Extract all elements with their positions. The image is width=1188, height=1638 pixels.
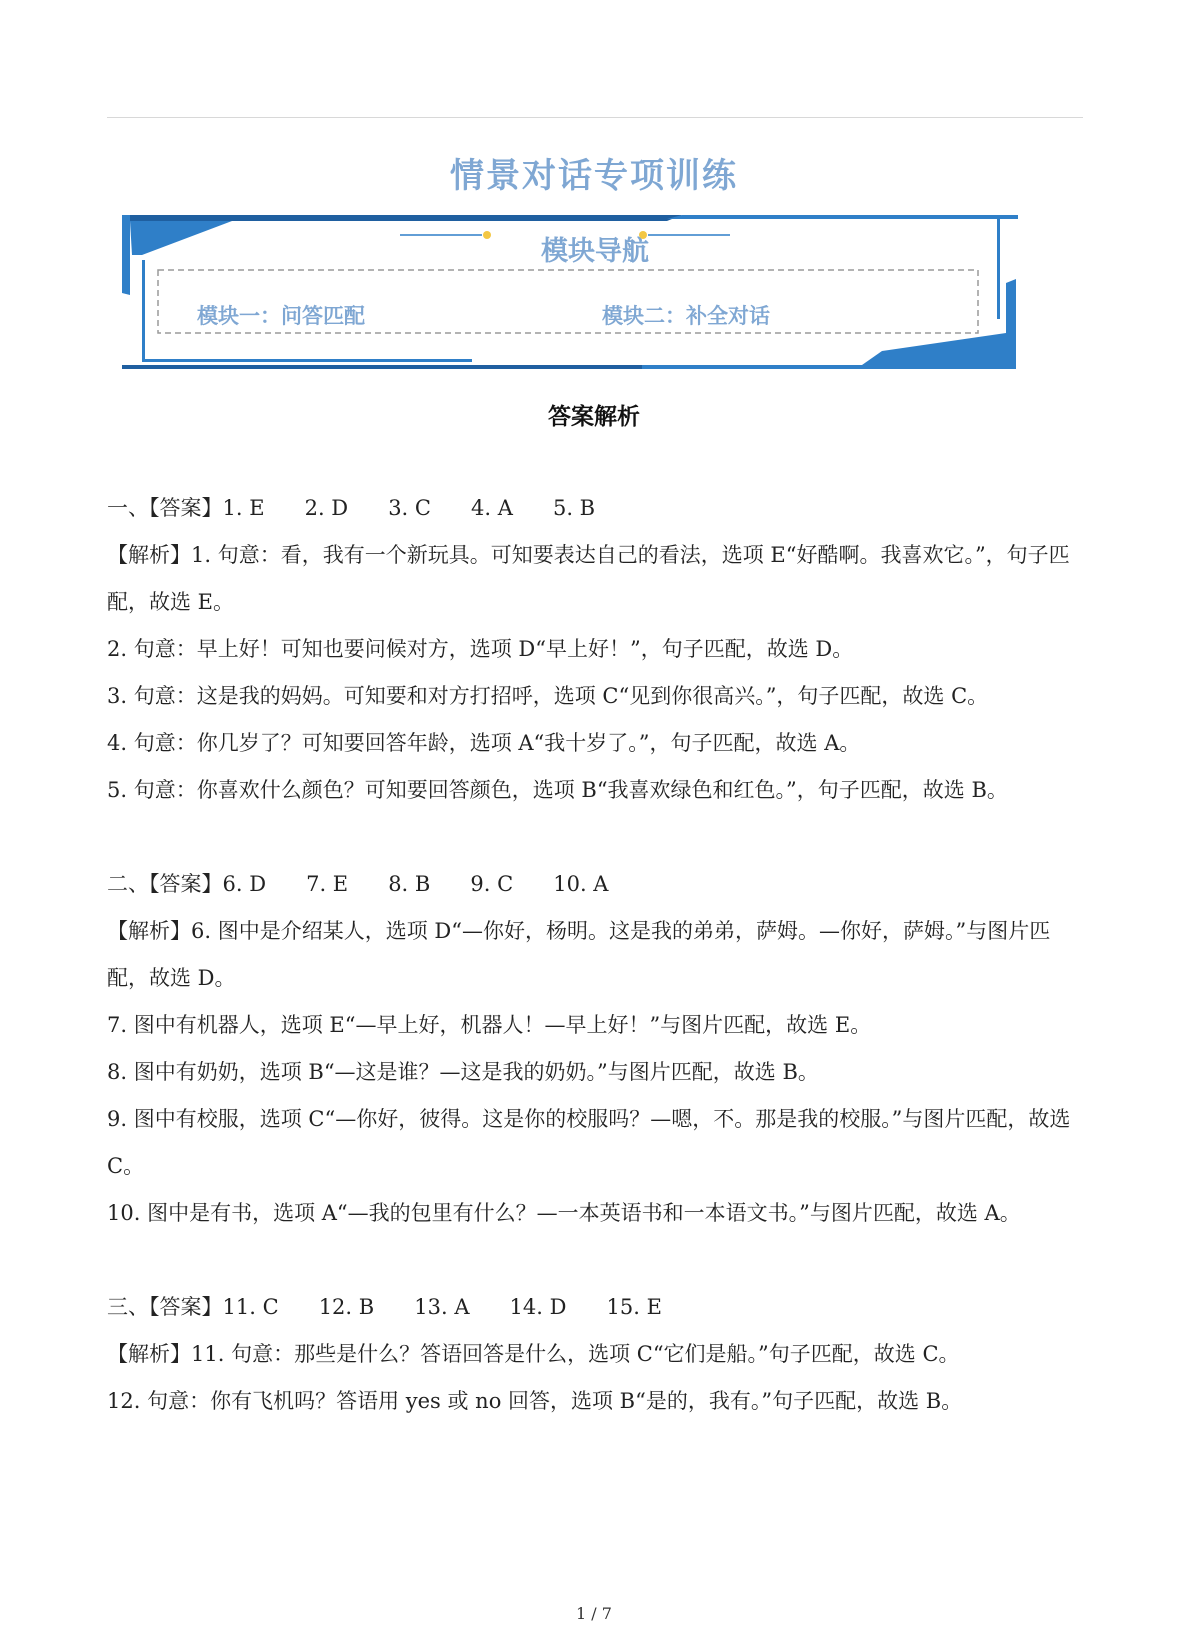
- analysis-line: 2. 句意：早上好！可知也要问候对方，选项 D“早上好！”，句子匹配，故选 D。: [107, 637, 854, 661]
- section-answer: 一、【答案】1. E 2. D 3. C 4. A 5. B: [107, 496, 596, 520]
- header-rule: [107, 117, 1083, 118]
- section-answer: 三、【答案】11. C 12. B 13. A 14. D 15. E: [107, 1295, 662, 1319]
- analysis-line: 4. 句意：你几岁了？可知要回答年龄，选项 A“我十岁了。”，句子匹配，故选 A。: [107, 731, 861, 755]
- page-number: 1 / 7: [576, 1604, 612, 1623]
- analysis-line: 8. 图中有奶奶，选项 B“—这是谁？—这是我的奶奶。”与图片匹配，故选 B。: [107, 1060, 819, 1084]
- answer-content: [107, 485, 1087, 1472]
- document-title: 情景对话专项训练: [450, 156, 738, 196]
- nav-module-1: 模块一：问答匹配: [197, 303, 365, 328]
- nav-module-2: 模块二：补全对话: [602, 303, 770, 328]
- section-2: [107, 861, 1087, 1237]
- section-1: [107, 485, 1087, 814]
- analysis-line: 5. 句意：你喜欢什么颜色？可知要回答颜色，选项 B“我喜欢绿色和红色。”，句子匹配，故选 B。: [107, 778, 1008, 802]
- section-3: [107, 1284, 1087, 1425]
- answer-analysis-heading: 答案解析: [548, 404, 640, 430]
- analysis-line: 9. 图中有校服，选项 C“—你好，彼得。这是你的校服吗？—嗯，不。那是我的校服。”与图片匹配，故选 C。: [107, 1107, 1071, 1178]
- nav-heading: 模块导航: [541, 236, 649, 267]
- analysis-line: 12. 句意：你有飞机吗？答语用 yes 或 no 回答，选项 B“是的，我有。”句子匹配，故选 B。: [107, 1389, 963, 1413]
- analysis-line: 10. 图中是有书，选项 A“—我的包里有什么？—一本英语书和一本语文书。”与图片匹配，故选 A。: [107, 1201, 1021, 1225]
- section-answer: 二、【答案】6. D 7. E 8. B 9. C 10. A: [107, 872, 609, 896]
- analysis-line: 3. 句意：这是我的妈妈。可知要和对方打招呼，选项 C“见到你很高兴。”，句子匹配，故选 C。: [107, 684, 989, 708]
- analysis-line: 【解析】1. 句意：看，我有一个新玩具。可知要表达自己的看法，选项 E“好酷啊。我喜欢它。”，句子匹配，故选 E。: [107, 543, 1070, 614]
- analysis-line: 【解析】11. 句意：那些是什么？答语回答是什么，选项 C“它们是船。”句子匹配，故选 C。: [107, 1342, 960, 1366]
- module-navigation-banner: [122, 215, 1068, 385]
- analysis-line: 7. 图中有机器人，选项 E“—早上好，机器人！—早上好！”与图片匹配，故选 E。: [107, 1013, 872, 1037]
- analysis-line: 【解析】6. 图中是介绍某人，选项 D“—你好，杨明。这是我的弟弟，萨姆。—你好，萨姆。”与图片匹配，故选 D。: [107, 919, 1051, 990]
